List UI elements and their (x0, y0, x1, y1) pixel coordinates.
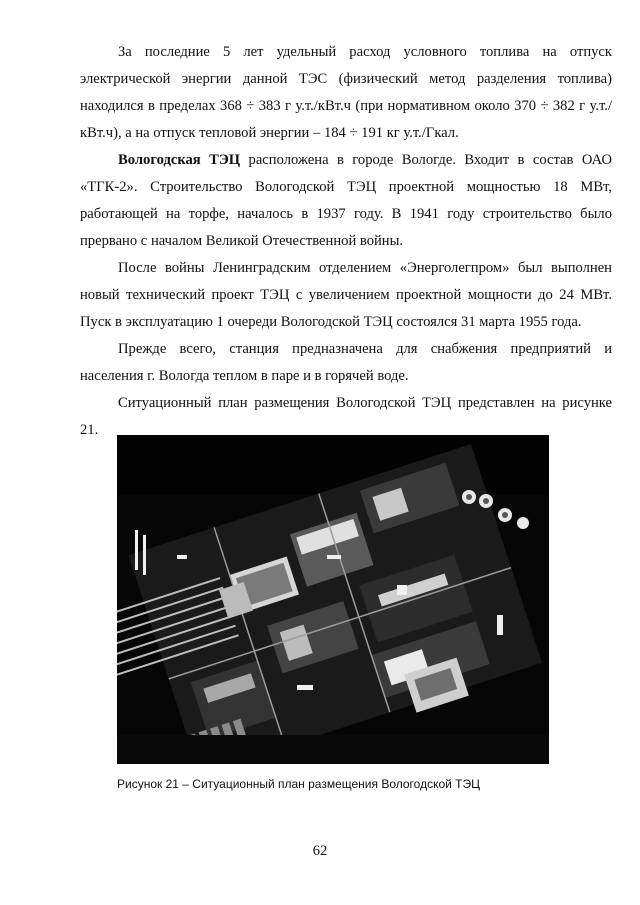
paragraph-figure-reference: Ситуационный план размещения Вологодской ТЭЦ представлен на рисунке 21. (80, 395, 612, 438)
vologda-chp-text: расположена в городе Вологде. Входит в состав ОАО «ТГК-2». Строительство Вологодской ТЭЦ проектной мощностью 18 МВт, работающей на торфе, началось в 1937 году. В 1941 году строительство было прервано с началом Великой Отечественной войны. (80, 152, 612, 249)
paragraph-purpose: Прежде всего, станция предназначена для снабжения предприятий и населения г. Вологда теплом в паре и в горячей воде. (80, 341, 612, 384)
paragraph-fuel-consumption: За последние 5 лет удельный расход условного топлива на отпуск электрической энергии данной ТЭС (физический метод разделения топлива) находился в пределах 368 ÷ 383 г у.т./кВт.ч (при нормативном около 370 ÷ 382 г у.т./кВт.ч), а на отпуск тепловой энергии – 184 ÷ 191 кг у.т./Гкал. (80, 44, 612, 141)
body-text (80, 39, 612, 444)
paragraph-postwar-project: После войны Ленинградским отделением «Энерголегпром» был выполнен новый технический проект ТЭЦ с увеличением проектной мощности до 24 МВт. Пуск в эксплуатацию 1 очереди Вологодской ТЭЦ состоялся 31 марта 1955 года. (80, 260, 612, 330)
aerial-site-photo (117, 435, 549, 764)
vologda-chp-heading: Вологодская ТЭЦ (118, 152, 241, 168)
aerial-photo-illustration (117, 435, 549, 764)
figure-caption: Рисунок 21 – Ситуационный план размещения Вологодской ТЭЦ (117, 777, 481, 791)
paragraph-vologda-chp (80, 147, 612, 255)
page-number: 62 (312, 843, 328, 859)
